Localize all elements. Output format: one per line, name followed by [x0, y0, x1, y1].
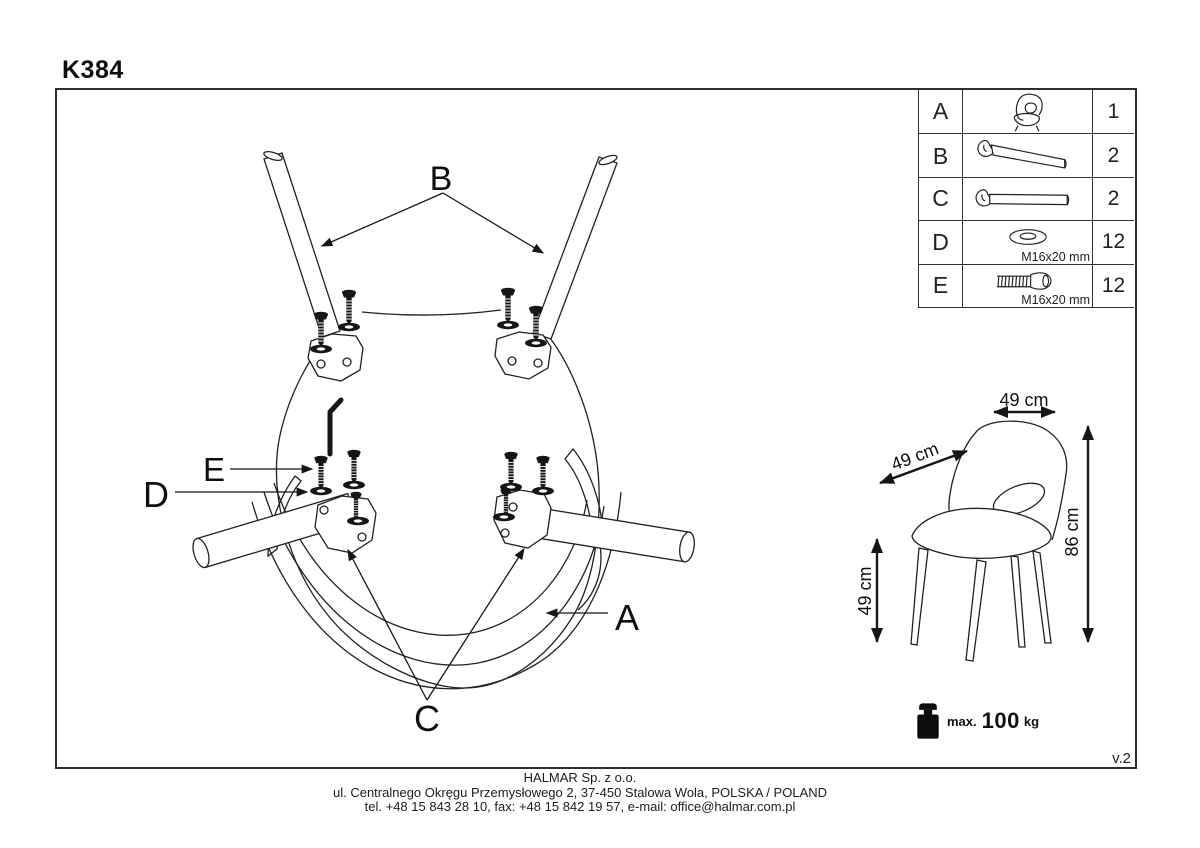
dim-depth-label: 49 cm: [888, 438, 942, 475]
part-caption: M16x20 mm: [1021, 249, 1090, 264]
parts-table: [918, 90, 1134, 308]
version-label: v.2: [1112, 750, 1131, 767]
label-part-d: D: [143, 474, 169, 515]
part-caption: M16x20 mm: [1021, 293, 1090, 307]
seat-shell-outline: [252, 310, 621, 689]
footer: [0, 771, 1160, 815]
weight-max-label: max.: [947, 713, 977, 729]
part-letter: B: [932, 142, 949, 169]
instruction-sheet-frame: [55, 88, 1137, 769]
dim-seat-height-label: 49 cm: [855, 566, 875, 616]
washer-icon: [1002, 225, 1054, 249]
dim-total-height-label: 86 cm: [1062, 507, 1082, 557]
bracket-top-right: [495, 332, 551, 379]
weight-limit: [915, 702, 1039, 740]
part-letter: A: [932, 98, 949, 125]
bracket-top-left: [308, 334, 363, 381]
rear-leg-right: [533, 153, 618, 339]
part-qty: 2: [1107, 186, 1120, 210]
weight-icon: [915, 702, 941, 740]
table-row-e: [919, 264, 1134, 307]
dimension-figure: [855, 390, 1088, 661]
chair-icon: [995, 91, 1061, 133]
straight-leg-icon: [972, 181, 1084, 217]
footer-address: ul. Centralnego Okręgu Przemysłowego 2, 37-450 Stalowa Wola, POLSKA / POLAND: [332, 784, 827, 800]
label-part-a: A: [614, 597, 640, 638]
part-letter: D: [932, 228, 949, 255]
part-qty: 2: [1107, 144, 1120, 168]
page-title: K384: [62, 56, 124, 84]
weight-value: 100: [981, 708, 1020, 733]
angled-leg-icon: [972, 134, 1084, 178]
part-qty: 12: [1101, 230, 1126, 254]
screw-icon: [990, 268, 1066, 294]
table-row-d: [919, 220, 1134, 263]
bracket-mid-left: [315, 496, 376, 553]
label-part-c: C: [414, 698, 440, 739]
footer-company: HALMAR Sp. z o.o.: [523, 770, 637, 785]
allen-key: [330, 400, 341, 454]
part-letter: C: [932, 185, 949, 212]
part-qty: 1: [1107, 99, 1120, 123]
label-part-b: B: [429, 160, 453, 198]
dim-width-label: 49 cm: [999, 390, 1049, 410]
table-row-c: [919, 177, 1134, 220]
footer-contact: tel. +48 15 843 28 10, fax: +48 15 842 19 57, e-mail: office@halmar.com.pl: [364, 799, 796, 814]
part-qty: 12: [1101, 273, 1126, 297]
weight-unit: kg: [1023, 713, 1040, 729]
table-row-a: [919, 90, 1134, 133]
table-row-b: [919, 133, 1134, 176]
label-part-e: E: [202, 451, 226, 488]
part-letter: E: [932, 272, 949, 299]
